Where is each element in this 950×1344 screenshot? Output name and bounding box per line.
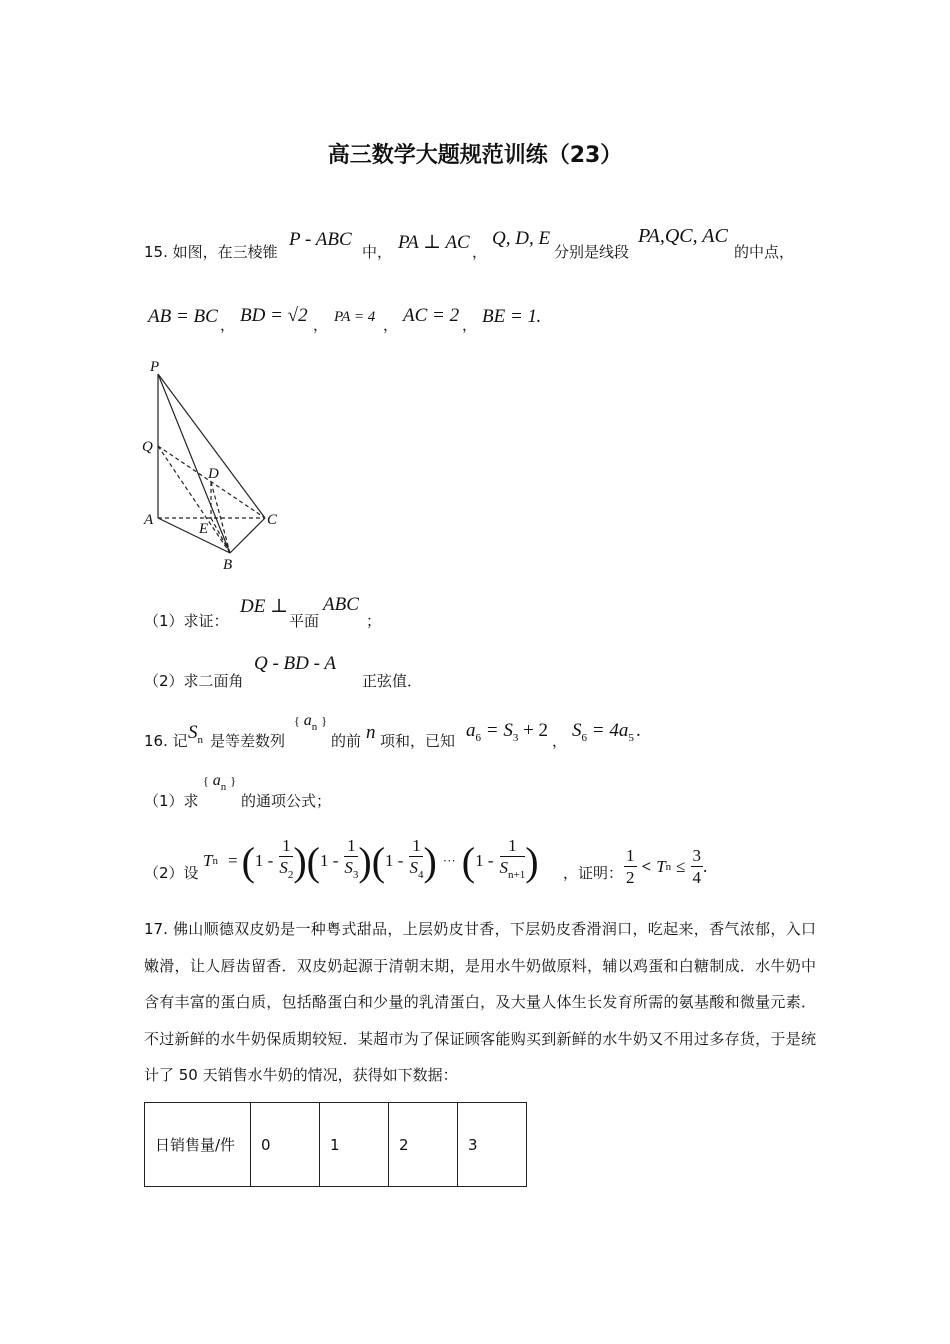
p15-midpoint: 的中点，	[734, 243, 795, 261]
p15-q1-prefix: （1）求证：	[144, 612, 229, 630]
table-cell: 1	[320, 1103, 389, 1187]
edge-pb	[158, 374, 230, 553]
edge-ab	[158, 518, 230, 553]
tetrahedron-figure	[138, 355, 288, 575]
p15-sep2: ，	[313, 316, 329, 334]
p16-q1-prefix: （1）求	[144, 792, 199, 810]
p15-zhong: 中，	[362, 243, 393, 261]
p16-xianghe: 项和，已知	[380, 732, 456, 750]
p16-cond1: $a_6 = S_3 + 2$	[466, 720, 549, 744]
label-p: P	[150, 359, 160, 375]
p15-qde: Q, D, E	[492, 228, 551, 249]
label-d: D	[208, 466, 219, 482]
p15-q1-math: DE ⊥	[240, 596, 288, 617]
p16-sep: ，	[552, 732, 568, 750]
p15-q1-abc: ABC	[323, 594, 359, 615]
p15-intro: 15. 如图，在三棱锥	[144, 243, 278, 261]
table-cell: 3	[458, 1103, 527, 1187]
segment-db	[211, 482, 230, 553]
p15-segments: PA,QC, AC	[638, 225, 728, 247]
p15-ab-bc: AB = BC	[148, 306, 218, 327]
p15-period: .	[536, 306, 541, 327]
p16-cond2: $S_6 = 4a_5$	[572, 720, 634, 744]
table-header-cell: 日销售量/件	[145, 1103, 251, 1187]
p15-q2-end: 正弦值．	[362, 672, 423, 690]
p15-pa: PA = 4	[334, 309, 376, 325]
label-a: A	[144, 512, 154, 528]
p15-q2-prefix: （2）求二面角	[144, 672, 244, 690]
p15-q2-math: Q - BD - A	[254, 653, 336, 674]
label-c: C	[267, 512, 278, 528]
p15-fenbie: 分别是线段	[554, 243, 630, 261]
p15-perp: PA ⊥ AC	[398, 232, 470, 253]
edge-cb	[230, 518, 265, 553]
p15-bd: BD = √2	[240, 305, 308, 326]
table-cell: 0	[251, 1103, 320, 1187]
page-title: 高三数学大题规范训练（23）	[327, 143, 623, 168]
p15-sep4: ，	[462, 316, 478, 334]
p16-an-braces: { $a_n$ }	[294, 712, 328, 733]
sales-table	[144, 1102, 527, 1187]
label-e: E	[199, 521, 209, 537]
label-b: B	[223, 557, 233, 573]
p16-qian: 的前	[331, 732, 362, 750]
p16-q2-prefix: （2）设	[144, 864, 199, 882]
p16-is-arith: 是等差数列	[210, 732, 286, 750]
problem-17-text: 17. 佛山顺德双皮奶是一种粤式甜品，上层奶皮甘香，下层奶皮香滑润口，吃起来，香气浓郁，入口嫩滑，让人唇齿留香．双皮奶起源于清朝末期，是用水牛奶做原料，辅以鸡蛋和白糖制成．水牛奶中含有丰富的蛋白质，包括酪蛋白和少量的乳清蛋白，及大量人体生长发育所需的氨基酸和微量元素．不过新鲜的水牛奶保质期较短．某超市为了保证顾客能购买到新鲜的水牛奶又不用过多存货，于是统计了 50 天销售水牛奶的情况，获得如下数据：	[144, 920, 816, 1084]
p15-q1-end: ；	[366, 612, 382, 630]
p15-comma: ，	[472, 243, 488, 261]
table-cell: 2	[389, 1103, 458, 1187]
p15-be: BE = 1	[482, 306, 538, 327]
p16-sn: $S_n$	[188, 722, 203, 746]
p16-intro: 16. 记	[144, 732, 188, 750]
p16-product: T n = ( 1 - $\frac{1}{S_2}$ )( 1 - $\frac{1}{S_3}$ )( 1 - $\frac{1}{S_4}$ ) ··· ( 1 - $\frac{1}{S_{n+1}}$ )	[203, 836, 539, 884]
p16-q1-end: 的通项公式；	[241, 792, 332, 810]
p16-prove: ，证明：	[563, 864, 624, 882]
p16-q1-an: { $a_n$ }	[203, 772, 237, 793]
p15-ac: AC = 2	[403, 305, 460, 326]
p16-inequality: $\frac{1}{2}$ < T n ≤ $\frac{3}{4}$ .	[626, 845, 708, 887]
label-q: Q	[142, 439, 153, 455]
p15-sep1: ，	[220, 316, 236, 334]
p15-pabc: P - ABC	[289, 229, 352, 250]
p16-period: .	[636, 720, 641, 741]
p15-sep3: ，	[383, 316, 399, 334]
p16-n: n	[366, 722, 376, 743]
p15-q1-plane: 平面	[289, 612, 320, 630]
